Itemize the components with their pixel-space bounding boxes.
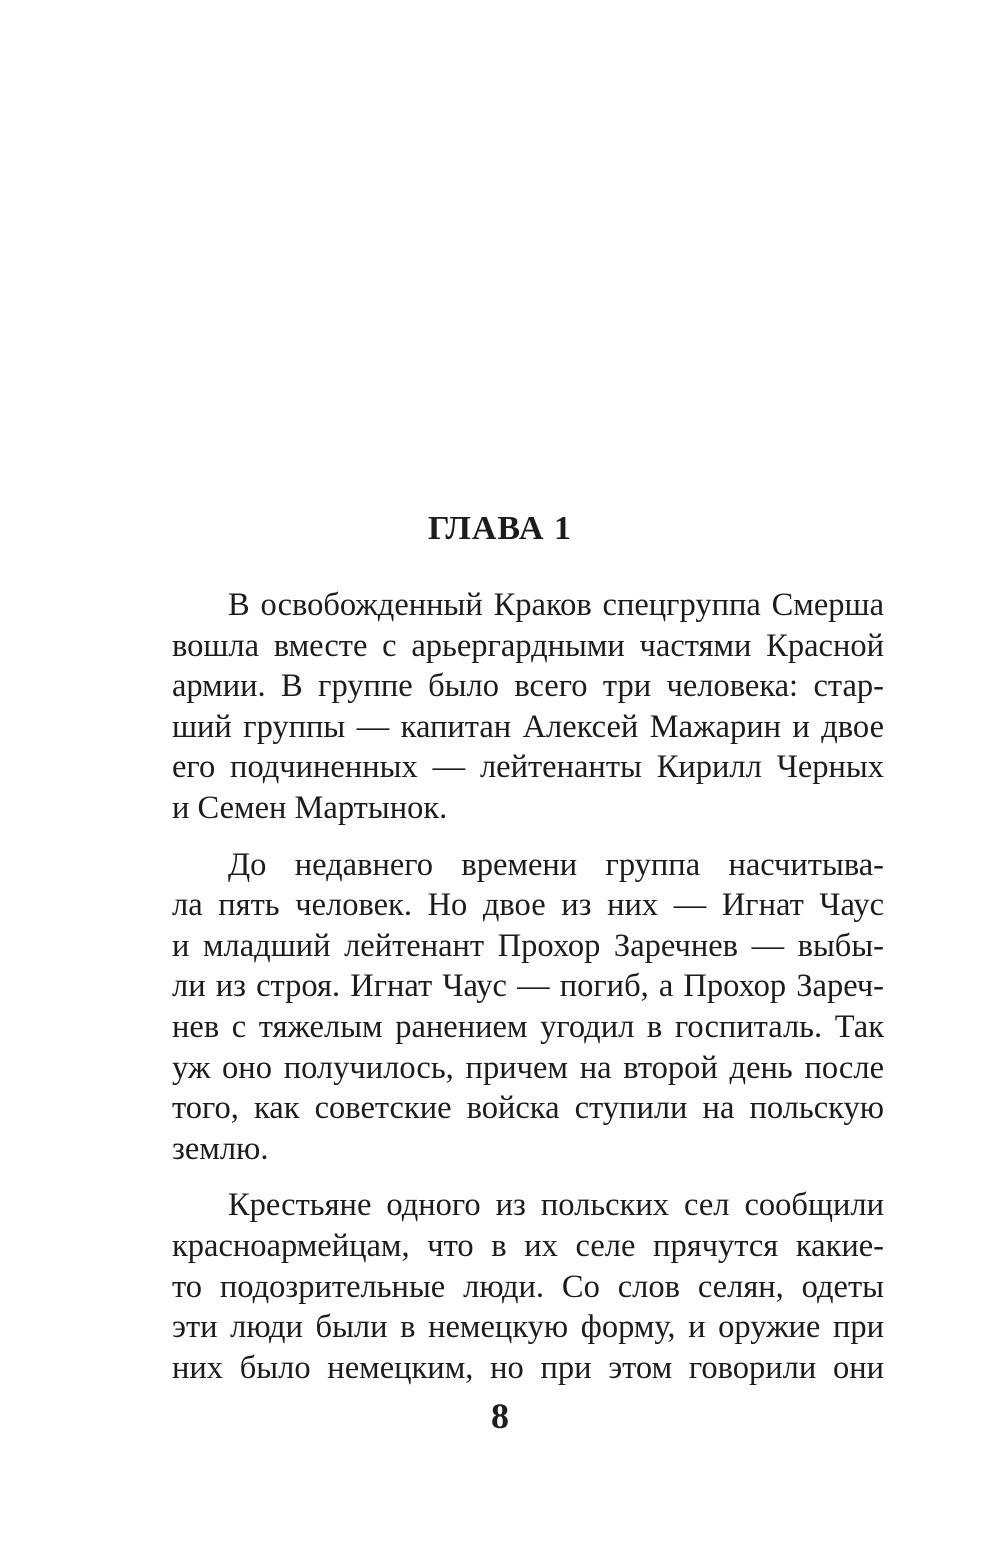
- page-number: 8: [491, 1396, 509, 1436]
- text-line: и Семен Мартынок.: [172, 789, 448, 826]
- text-line: землю.: [172, 1130, 269, 1167]
- text-line: то подозрительные люди. Со слов селян, одеты: [172, 1268, 884, 1305]
- text-line: В освобожденный Краков спецгруппа Смерша: [228, 587, 884, 623]
- text-line: красноармейцам, что в их селе прячутся какие-: [172, 1227, 884, 1264]
- text-line: вошла вместе с арьергардными частями Красной: [172, 627, 884, 664]
- text-line: уж оно получилось, причем на второй день после: [172, 1049, 884, 1086]
- text-line: Крестьяне одного из польских сел сообщили: [228, 1187, 884, 1224]
- paragraph-gap: [172, 829, 884, 845]
- chapter-title: ГЛАВА 1: [428, 510, 572, 547]
- text-line: нев с тяжелым ранением угодил в госпиталь. Так: [172, 1008, 884, 1045]
- text-line: эти люди были в немецкую форму, и оружие при: [172, 1309, 884, 1346]
- paragraph-gap: [172, 1169, 884, 1185]
- paragraph: [172, 585, 884, 829]
- text-line: ли из строя. Игнат Чаус — погиб, а Прохор Зареч-: [172, 968, 884, 1005]
- text-line: До недавнего времени группа насчитыва-: [228, 846, 884, 883]
- text-line: и младший лейтенант Прохор Заречнев — выбы-: [172, 927, 884, 964]
- paragraph: [172, 845, 884, 1170]
- text-line: ший группы — капитан Алексей Мажарин и двое: [172, 708, 884, 745]
- paragraph: [172, 1185, 884, 1388]
- body-text: [172, 585, 884, 1388]
- text-line: них было немецким, но при этом говорили они: [172, 1349, 884, 1386]
- text-line: армии. В группе было всего три человека: стар-: [172, 668, 884, 705]
- text-line: его подчиненных — лейтенанты Кирилл Черных: [172, 749, 884, 786]
- text-line: ла пять человек. Но двое из них — Игнат Чаус: [172, 887, 884, 924]
- text-line: того, как советские войска ступили на польскую: [172, 1090, 884, 1127]
